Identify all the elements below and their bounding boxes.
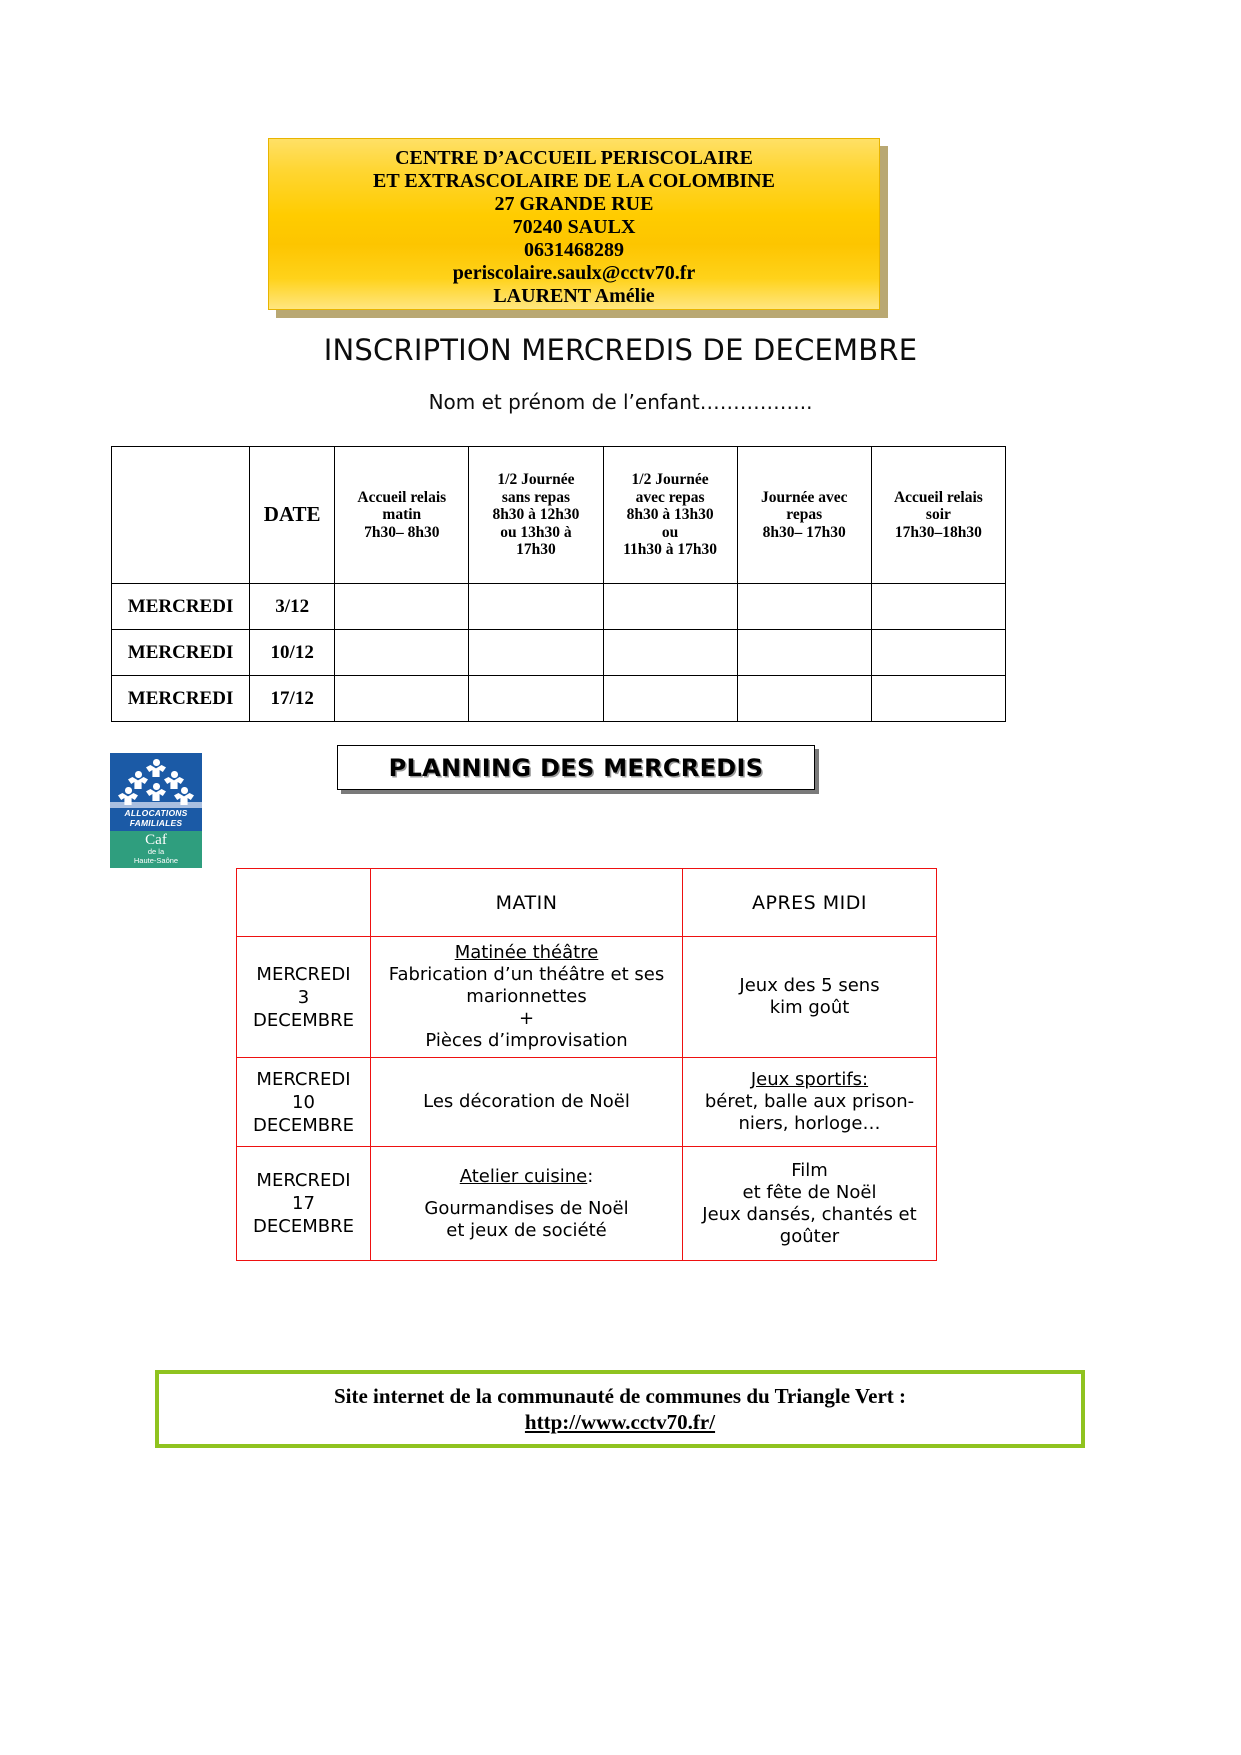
planning-header-row (237, 869, 937, 937)
inscription-checkbox-cell-2-demi-avec[interactable] (603, 630, 737, 676)
planning-matin-3 (371, 1147, 683, 1261)
table-row (237, 1147, 937, 1261)
inscription-header-row (112, 447, 1006, 584)
inscription-row-day-2: MERCREDI (112, 630, 250, 676)
header-phone: 0631468289 (524, 239, 624, 261)
caf-logo-bottom-panel (110, 831, 202, 868)
footer-url-link[interactable]: http://www.cctv70.fr/ (524, 1410, 716, 1434)
header-line-4: 70240 SAULX (512, 216, 636, 238)
planning-day-3: MERCREDI 17 DECEMBRE (237, 1147, 371, 1261)
inscription-header-blank (112, 447, 250, 584)
inscription-checkbox-cell-2-journee[interactable] (737, 630, 871, 676)
inscription-row-date-2: 10/12 (250, 630, 335, 676)
inscription-header-journee-avec-repas: Journée avec repas 8h30– 17h30 (737, 447, 871, 584)
page-title: INSCRIPTION MERCREDIS DE DECEMBRE (323, 333, 918, 367)
inscription-header-demi-sans-repas: 1/2 Journée sans repas 8h30 à 12h30 ou 13h30 à 17h30 (469, 447, 603, 584)
planning-pm-3 (683, 1147, 937, 1261)
planning-matin-2-body: Les décoration de Noël (423, 1091, 630, 1112)
caf-allocations-line: ALLOCATIONS (124, 808, 188, 818)
planning-matin-3-body: Gourmandises de Noël et jeux de société (424, 1197, 629, 1241)
planning-title-text: PLANNING DES MERCREDIS (388, 753, 764, 782)
inscription-checkbox-cell-1-demi-avec[interactable] (603, 584, 737, 630)
inscription-checkbox-cell-1-soir[interactable] (871, 584, 1005, 630)
planning-pm-2-body: béret, balle aux prison- niers, horloge… (704, 1091, 915, 1134)
planning-matin-1-body: Fabrication d’un théâtre et ses marionnettes + Pièces d’improvisation (388, 964, 665, 1051)
inscription-checkbox-cell-3-matin[interactable] (335, 676, 469, 722)
planning-matin-1-title: Matinée théâtre (454, 942, 599, 963)
header-email: periscolaire.saulx@cctv70.fr (452, 262, 696, 284)
planning-day-2: MERCREDI 10 DECEMBRE (237, 1058, 371, 1147)
inscription-checkbox-cell-3-soir[interactable] (871, 676, 1005, 722)
header-line-1: CENTRE D’ACCUEIL PERISCOLAIRE (395, 147, 753, 169)
inscription-checkbox-cell-2-soir[interactable] (871, 630, 1005, 676)
caf-logo (110, 753, 202, 868)
family-figures-icon (110, 757, 202, 809)
header-line-2: ET EXTRASCOLAIRE DE LA COLOMBINE (373, 170, 775, 192)
planning-header-apres-midi: APRES MIDI (683, 869, 937, 937)
inscription-header-accueil-soir: Accueil relais soir 17h30–18h30 (871, 447, 1005, 584)
inscription-checkbox-cell-1-demi-sans[interactable] (469, 584, 603, 630)
planning-table (236, 868, 937, 1261)
table-row (112, 630, 1006, 676)
inscription-row-day-1: MERCREDI (112, 584, 250, 630)
planning-pm-2-title: Jeux sportifs: (750, 1069, 869, 1090)
inscription-header-demi-avec-repas: 1/2 Journée avec repas 8h30 à 13h30 ou 11h30 à 17h30 (603, 447, 737, 584)
planning-matin-3-spacer (377, 1188, 676, 1198)
table-row (237, 1058, 937, 1147)
planning-title-box (337, 745, 815, 790)
footer-text: Site internet de la communauté de communes du Triangle Vert : (333, 1384, 907, 1408)
caf-logo-department: Haute-Saône (133, 855, 179, 865)
footer-website-box (155, 1370, 1085, 1448)
planning-header-blank (237, 869, 371, 937)
table-row (237, 937, 937, 1058)
inscription-header-date: DATE (250, 447, 335, 584)
inscription-row-date-3: 17/12 (250, 676, 335, 722)
table-row (112, 676, 1006, 722)
planning-day-1: MERCREDI 3 DECEMBRE (237, 937, 371, 1058)
header-line-3: 27 GRANDE RUE (494, 193, 654, 215)
child-name-field-label: Nom et prénom de l’enfant…………….. (428, 390, 813, 414)
planning-matin-2 (371, 1058, 683, 1147)
inscription-checkbox-cell-3-demi-avec[interactable] (603, 676, 737, 722)
planning-pm-2 (683, 1058, 937, 1147)
inscription-checkbox-cell-3-demi-sans[interactable] (469, 676, 603, 722)
inscription-checkbox-cell-1-matin[interactable] (335, 584, 469, 630)
planning-matin-1 (371, 937, 683, 1058)
caf-logo-caf-word: Caf (145, 832, 167, 848)
table-row (112, 584, 1006, 630)
inscription-row-day-3: MERCREDI (112, 676, 250, 722)
planning-pm-1 (683, 937, 937, 1058)
caf-familiales-line: FAMILIALES (129, 817, 183, 828)
inscription-checkbox-cell-3-journee[interactable] (737, 676, 871, 722)
planning-pm-1-body: Jeux des 5 sens kim goût (739, 975, 880, 1018)
planning-matin-3-title: Atelier cuisine (459, 1165, 588, 1187)
caf-logo-dela: de la (147, 847, 165, 856)
caf-logo-allocations-text (110, 809, 202, 828)
planning-pm-3-body: Film et fête de Noël Jeux dansés, chantés et goûter (702, 1159, 917, 1247)
planning-matin-3-title-suffix: : (587, 1165, 594, 1187)
inscription-checkbox-cell-1-journee[interactable] (737, 584, 871, 630)
header-contact-name: LAURENT Amélie (493, 285, 655, 307)
inscription-row-date-1: 3/12 (250, 584, 335, 630)
inscription-header-accueil-matin: Accueil relais matin 7h30– 8h30 (335, 447, 469, 584)
center-info-header-box (268, 138, 880, 310)
inscription-table (111, 446, 1006, 722)
inscription-checkbox-cell-2-demi-sans[interactable] (469, 630, 603, 676)
planning-header-matin: MATIN (371, 869, 683, 937)
inscription-checkbox-cell-2-matin[interactable] (335, 630, 469, 676)
